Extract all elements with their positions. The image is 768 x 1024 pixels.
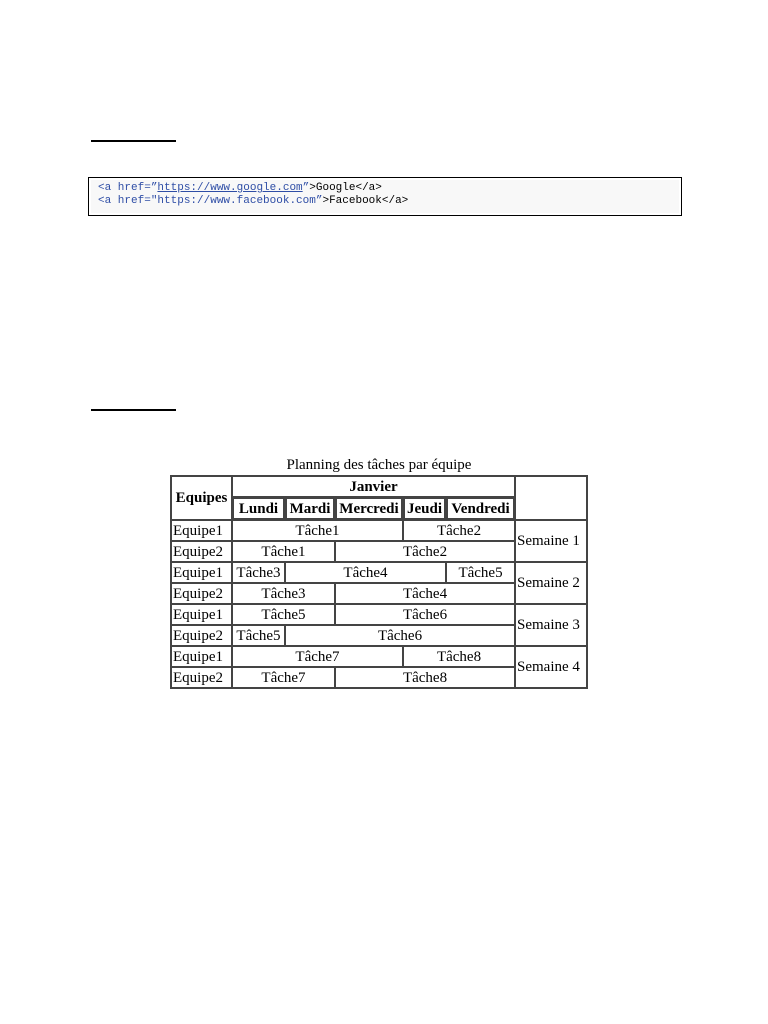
task-cell: Tâche4 <box>335 583 515 604</box>
code-quote-close: ” <box>302 182 310 194</box>
code-link-facebook[interactable]: https://www.facebook.com <box>157 195 316 207</box>
task-cell: Tâche5 <box>232 625 285 646</box>
team-cell: Equipe2 <box>171 583 232 604</box>
code-tag-rest: >Facebook</a> <box>322 195 409 207</box>
planning-body <box>171 520 587 688</box>
header-janvier: Janvier <box>232 476 515 497</box>
code-block <box>88 177 682 216</box>
task-cell: Tâche7 <box>232 646 403 667</box>
table-row <box>171 646 587 667</box>
section-underline-1 <box>91 140 176 142</box>
task-cell: Tâche3 <box>232 562 285 583</box>
header-day-vendredi: Vendredi <box>446 497 515 520</box>
header-day-jeudi: Jeudi <box>403 497 446 520</box>
task-cell: Tâche1 <box>232 520 403 541</box>
code-tag-rest: >Google</a> <box>309 182 382 194</box>
header-day-mardi: Mardi <box>285 497 335 520</box>
team-cell: Equipe2 <box>171 625 232 646</box>
code-link-google[interactable]: https://www.google.com <box>157 182 303 194</box>
week-cell: Semaine 1 <box>515 520 587 562</box>
table-row <box>171 562 587 583</box>
task-cell: Tâche2 <box>403 520 515 541</box>
header-day-mercredi: Mercredi <box>335 497 403 520</box>
code-tag-open: <a href= <box>98 195 151 207</box>
task-cell: Tâche4 <box>285 562 446 583</box>
task-cell: Tâche7 <box>232 667 335 688</box>
planning-table <box>170 475 588 689</box>
task-cell: Tâche6 <box>285 625 515 646</box>
task-cell: Tâche8 <box>335 667 515 688</box>
week-cell: Semaine 3 <box>515 604 587 646</box>
task-cell: Tâche8 <box>403 646 515 667</box>
code-line-google <box>98 182 382 194</box>
code-block-background <box>91 180 679 213</box>
code-quote-open: ” <box>150 182 158 194</box>
task-cell: Tâche5 <box>232 604 335 625</box>
team-cell: Equipe2 <box>171 541 232 562</box>
week-cell: Semaine 4 <box>515 646 587 688</box>
table-caption: Planning des tâches par équipe <box>286 457 472 473</box>
team-cell: Equipe1 <box>171 604 232 625</box>
header-week-empty <box>515 476 587 520</box>
header-equipes: Equipes <box>171 476 232 520</box>
task-cell: Tâche3 <box>232 583 335 604</box>
code-quote-close: ” <box>315 195 323 207</box>
task-cell: Tâche1 <box>232 541 335 562</box>
team-cell: Equipe1 <box>171 646 232 667</box>
task-cell: Tâche6 <box>335 604 515 625</box>
section-underline-2 <box>91 409 176 411</box>
team-cell: Equipe2 <box>171 667 232 688</box>
task-cell: Tâche2 <box>335 541 515 562</box>
code-quote-open: " <box>150 195 158 207</box>
week-cell: Semaine 2 <box>515 562 587 604</box>
header-day-lundi: Lundi <box>232 497 285 520</box>
code-line-facebook <box>98 195 408 207</box>
team-cell: Equipe1 <box>171 562 232 583</box>
table-row <box>171 520 587 541</box>
table-row <box>171 604 587 625</box>
code-tag-open: <a href= <box>98 182 151 194</box>
task-cell: Tâche5 <box>446 562 515 583</box>
team-cell: Equipe1 <box>171 520 232 541</box>
